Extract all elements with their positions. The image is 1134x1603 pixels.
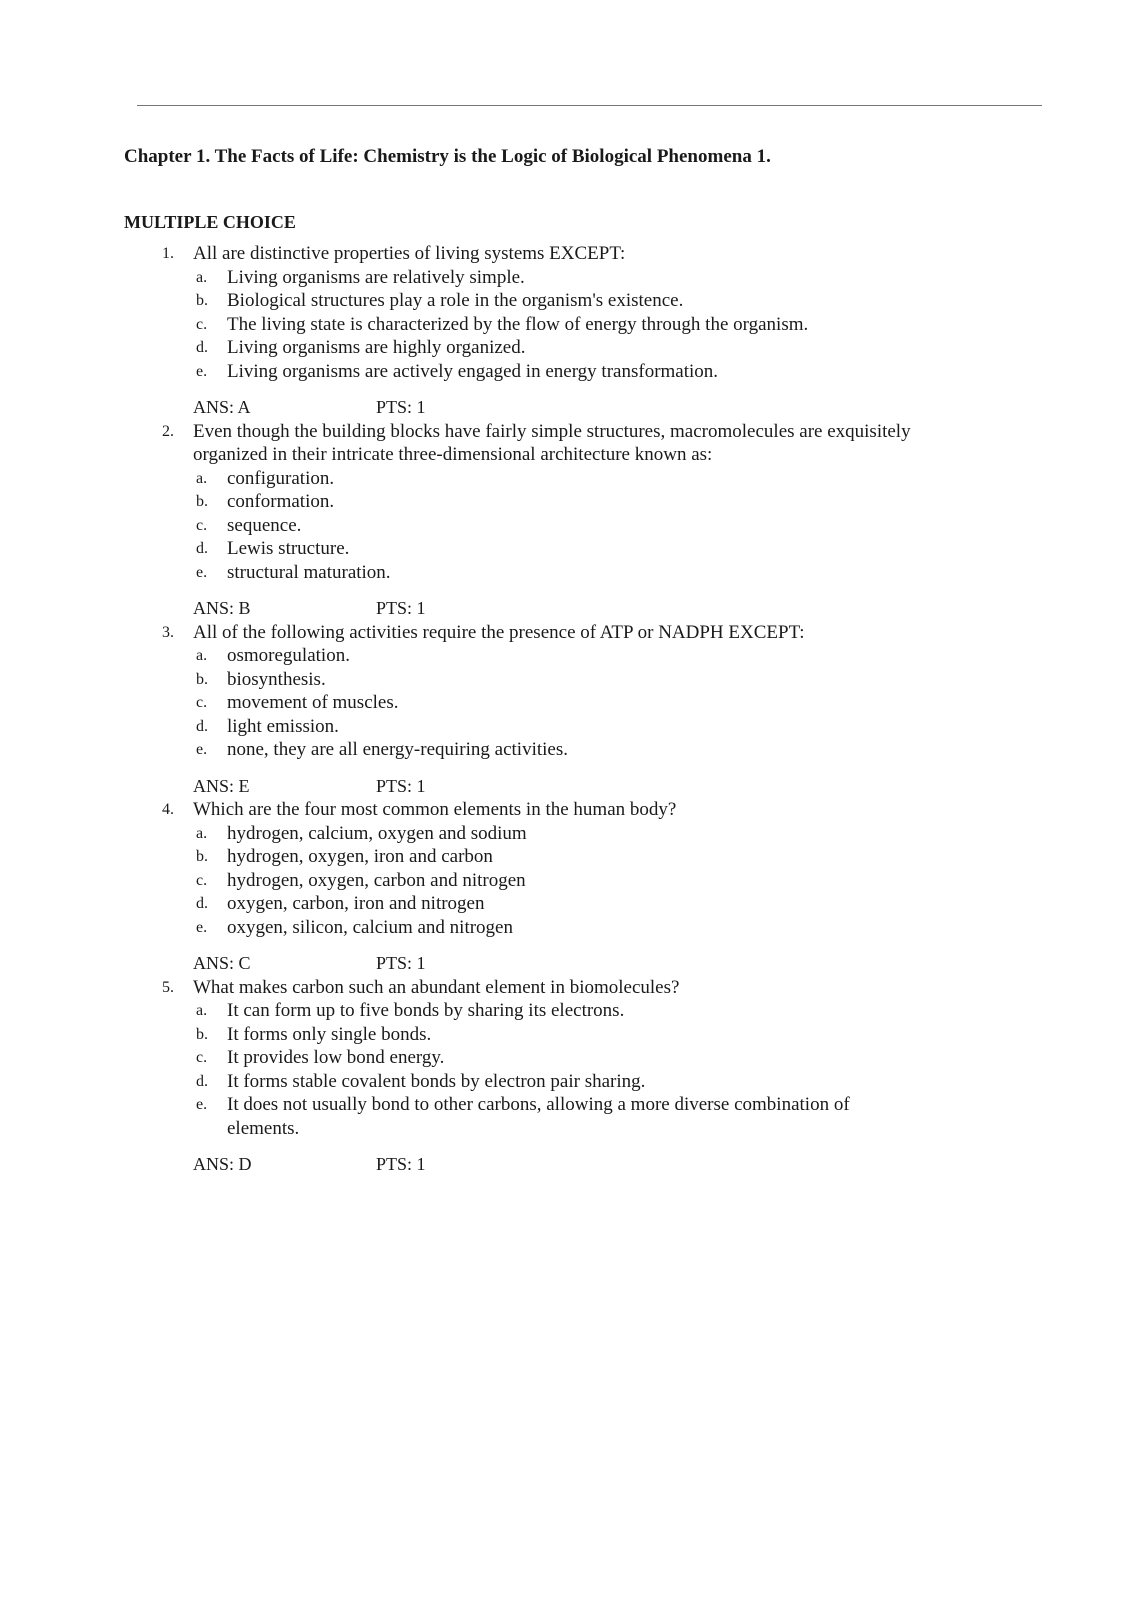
- option-a: [0, 999, 867, 1023]
- question-text: 1. All are distinctive properties of living systems EXCEPT:: [162, 243, 626, 264]
- option-e: [0, 916, 867, 940]
- question-text: 4. Which are the four most common elements in the human body?: [162, 799, 677, 820]
- option-text: Biological structures play a role in the organism's existence.: [227, 290, 684, 311]
- option-b: [0, 1023, 867, 1047]
- option-a: [0, 266, 867, 290]
- chapter-title: Chapter 1. The Facts of Life: Chemistry is the Logic of Biological Phenomena 1.: [124, 146, 771, 167]
- answer-value: ANS: B: [193, 598, 251, 618]
- option-b: [0, 289, 867, 313]
- option-e: [0, 738, 867, 762]
- answer-value: ANS: A: [193, 397, 251, 417]
- option-letter: b.: [196, 1025, 208, 1043]
- option-c: [0, 1046, 867, 1070]
- option-text: It forms only single bonds.: [227, 1023, 432, 1045]
- option-letter: d.: [196, 895, 208, 912]
- question-number: 5.: [162, 978, 174, 996]
- question-5: [0, 976, 933, 1177]
- option-c: [0, 691, 867, 715]
- option-letter: b.: [196, 670, 208, 688]
- answer-line: [0, 775, 933, 799]
- option-b: [0, 668, 867, 692]
- question-text: 5. What makes carbon such an abundant element in biomolecules?: [162, 976, 680, 998]
- option-letter: a.: [196, 469, 208, 487]
- option-letter: d.: [196, 339, 208, 356]
- question-number: 1.: [162, 245, 174, 262]
- question-4: [0, 798, 933, 976]
- header-rule: [137, 105, 1042, 106]
- points-value: PTS: 1: [376, 1154, 426, 1174]
- option-text: configuration.: [227, 467, 335, 489]
- points-value: PTS: 1: [376, 598, 426, 618]
- option-letter: e.: [196, 741, 208, 758]
- points-value: PTS: 1: [376, 397, 426, 417]
- option-text: The living state is characterized by the flow of energy through the organism.: [227, 313, 809, 335]
- option-letter: c.: [196, 694, 208, 711]
- answer-line: [0, 1153, 933, 1177]
- option-letter: c.: [196, 315, 208, 333]
- question-text: 3. All of the following activities require the presence of ATP or NADPH EXCEPT:: [162, 621, 805, 643]
- option-letter: e.: [196, 1096, 208, 1113]
- option-e: [0, 360, 867, 384]
- option-letter: d.: [196, 540, 208, 557]
- option-e: [0, 1093, 867, 1140]
- option-b: [0, 845, 867, 869]
- option-letter: a.: [196, 647, 208, 664]
- option-d: [0, 336, 867, 360]
- option-letter: e.: [196, 918, 208, 936]
- answer-line: [0, 597, 933, 621]
- option-letter: a.: [196, 1002, 208, 1019]
- option-text: biosynthesis.: [227, 668, 326, 690]
- option-d: [0, 892, 867, 916]
- question-2: [0, 420, 933, 621]
- option-a: [0, 467, 867, 491]
- question-number: 3.: [162, 623, 174, 641]
- question-1: [0, 242, 933, 420]
- option-letter: d.: [196, 717, 208, 735]
- question-text: 2. Even though the building blocks have fairly simple structures, macromolecules are exquisitely organized in their intricate three-dimensional architecture known as:: [162, 420, 911, 465]
- option-text: hydrogen, calcium, oxygen and sodium: [227, 822, 527, 844]
- option-letter: c.: [196, 871, 208, 889]
- option-text: light emission.: [227, 715, 339, 737]
- option-letter: a.: [196, 268, 208, 286]
- option-text: It can form up to five bonds by sharing its electrons.: [227, 1000, 625, 1021]
- option-d: [0, 715, 867, 739]
- option-d: [0, 537, 867, 561]
- option-text: osmoregulation.: [227, 645, 350, 666]
- option-a: [0, 822, 867, 846]
- option-a: [0, 644, 867, 668]
- option-text: structural maturation.: [227, 561, 391, 583]
- option-c: [0, 869, 867, 893]
- answer-value: ANS: C: [193, 953, 251, 973]
- option-text: It does not usually bond to other carbons, allowing a more diverse combination of elements.: [227, 1094, 850, 1139]
- question-number: 4.: [162, 801, 174, 818]
- answer-line: [0, 952, 933, 976]
- option-letter: b.: [196, 493, 208, 510]
- points-value: PTS: 1: [376, 953, 426, 973]
- option-letter: e.: [196, 563, 208, 581]
- section-title: MULTIPLE CHOICE: [124, 212, 296, 232]
- option-text: sequence.: [227, 514, 302, 536]
- option-c: [0, 313, 867, 337]
- option-text: movement of muscles.: [227, 692, 399, 713]
- question-list: [0, 242, 933, 1177]
- option-b: [0, 490, 867, 514]
- answer-value: ANS: D: [193, 1154, 252, 1174]
- option-text: Lewis structure.: [227, 538, 350, 559]
- option-text: none, they are all energy-requiring activities.: [227, 739, 568, 760]
- option-letter: a.: [196, 824, 208, 842]
- answer-value: ANS: E: [193, 775, 250, 796]
- points-value: PTS: 1: [376, 775, 426, 796]
- option-e: [0, 561, 867, 585]
- answer-line: [0, 396, 933, 420]
- option-text: oxygen, carbon, iron and nitrogen: [227, 893, 485, 914]
- option-text: oxygen, silicon, calcium and nitrogen: [227, 916, 513, 938]
- option-letter: c.: [196, 1049, 208, 1066]
- option-text: Living organisms are actively engaged in energy transformation.: [227, 360, 719, 382]
- option-letter: e.: [196, 362, 208, 380]
- option-d: [0, 1070, 867, 1094]
- option-text: It provides low bond energy.: [227, 1047, 445, 1068]
- option-text: hydrogen, oxygen, carbon and nitrogen: [227, 869, 526, 891]
- option-letter: c.: [196, 516, 208, 534]
- option-text: Living organisms are highly organized.: [227, 337, 526, 358]
- question-3: [0, 621, 933, 799]
- option-text: conformation.: [227, 491, 335, 512]
- option-text: Living organisms are relatively simple.: [227, 266, 525, 288]
- option-letter: d.: [196, 1072, 208, 1090]
- option-text: hydrogen, oxygen, iron and carbon: [227, 846, 493, 867]
- option-c: [0, 514, 867, 538]
- option-letter: b.: [196, 292, 208, 309]
- option-letter: b.: [196, 848, 208, 865]
- question-number: 2.: [162, 422, 174, 440]
- option-text: It forms stable covalent bonds by electron pair sharing.: [227, 1070, 646, 1092]
